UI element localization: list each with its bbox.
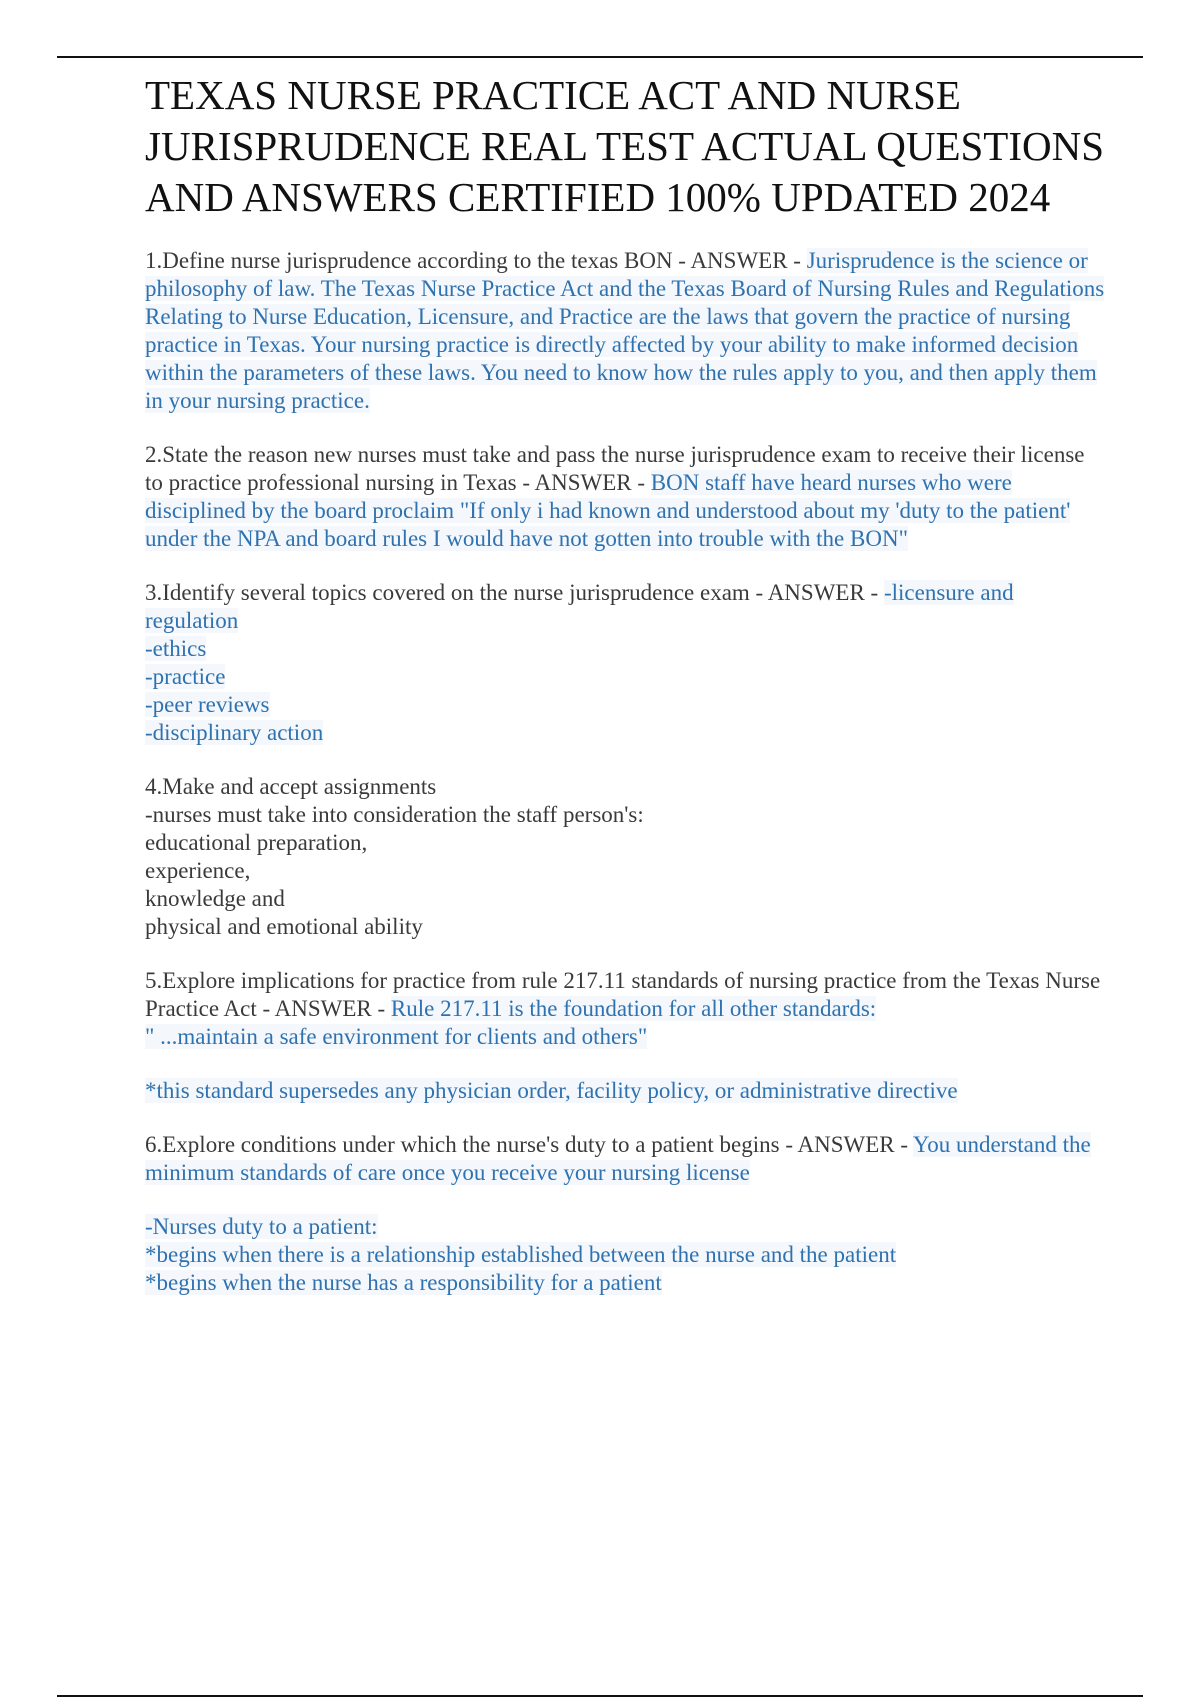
top-rule — [57, 56, 1143, 58]
qa-item-1 — [145, 247, 1105, 415]
qa-item-3 — [145, 579, 1105, 747]
document-body — [145, 70, 1105, 1323]
item-4-line-1: 4.Make and accept assignments — [145, 774, 437, 799]
qa-item-2 — [145, 441, 1105, 553]
qa-item-4 — [145, 773, 1105, 941]
qa-item-6 — [145, 1131, 1105, 1297]
document-title: TEXAS NURSE PRACTICE ACT AND NURSE JURISPRUDENCE REAL TEST ACTUAL QUESTIONS AND ANSWERS CERTIFIED 100% UPDATED 2024 — [145, 72, 1105, 220]
answer-3-line-ethics: -ethics — [145, 636, 207, 661]
item-4-line-6: physical and emotional ability — [145, 914, 423, 939]
answer-5-note: *this standard supersedes any physician order, facility policy, or administrative directive — [145, 1078, 958, 1103]
question-6: 6.Explore conditions under which the nurse's duty to a patient begins - ANSWER - — [145, 1132, 913, 1157]
answer-3-first: -licensure and regulation — [145, 580, 1014, 633]
question-5: 5.Explore implications for practice from rule 217.11 standards of nursing practice from the Texas Nurse Practice Act - ANSWER - — [145, 968, 1101, 1021]
qa-item-5 — [145, 967, 1105, 1105]
item-4-line-3: educational preparation, — [145, 830, 368, 855]
item-4-line-2: -nurses must take into consideration the staff person's: — [145, 802, 644, 827]
answer-3-line-disciplinary: -disciplinary action — [145, 720, 324, 745]
question-3: 3.Identify several topics covered on the nurse jurisprudence exam - ANSWER - — [145, 580, 884, 605]
answer-5-quote: " ...maintain a safe environment for clients and others" — [145, 1024, 648, 1049]
question-2: 2.State the reason new nurses must take and pass the nurse jurisprudence exam to receive their license to practice professional nursing in Texas - ANSWER - — [145, 442, 1085, 495]
item-4-line-5: knowledge and — [145, 886, 285, 911]
answer-3-line-practice: -practice — [145, 664, 226, 689]
answer-6-line-1: -Nurses duty to a patient: — [145, 1214, 378, 1239]
answer-3-line-peer-reviews: -peer reviews — [145, 692, 270, 717]
answer-2: BON staff have heard nurses who were disciplined by the board proclaim "If only i had known and understood about my 'duty to the patient' under the NPA and board rules I would have not gotten into trouble with the BON" — [145, 470, 1071, 551]
answer-6-line-2: *begins when there is a relationship established between the nurse and the patient — [145, 1242, 897, 1267]
answer-6-line-3: *begins when the nurse has a responsibility for a patient — [145, 1270, 662, 1295]
answer-5: Rule 217.11 is the foundation for all other standards: — [390, 996, 877, 1021]
bottom-rule — [57, 1695, 1143, 1697]
question-1: 1.Define nurse jurisprudence according to the texas BON - ANSWER - — [145, 248, 807, 273]
answer-6: You understand the minimum standards of care once you receive your nursing license — [145, 1132, 1091, 1185]
answer-1: Jurisprudence is the science or philosophy of law. The Texas Nurse Practice Act and the Texas Board of Nursing Rules and Regulations Relating to Nurse Education, Licensure, and Practice are the laws that govern the practice of nursing practice in Texas. Your nursing practice is directly affected by your ability to make informed decision within the parameters of these laws. You need to know how the rules apply to you, and then apply them in your nursing practice. — [145, 248, 1105, 413]
item-4-line-4: experience, — [145, 858, 251, 883]
